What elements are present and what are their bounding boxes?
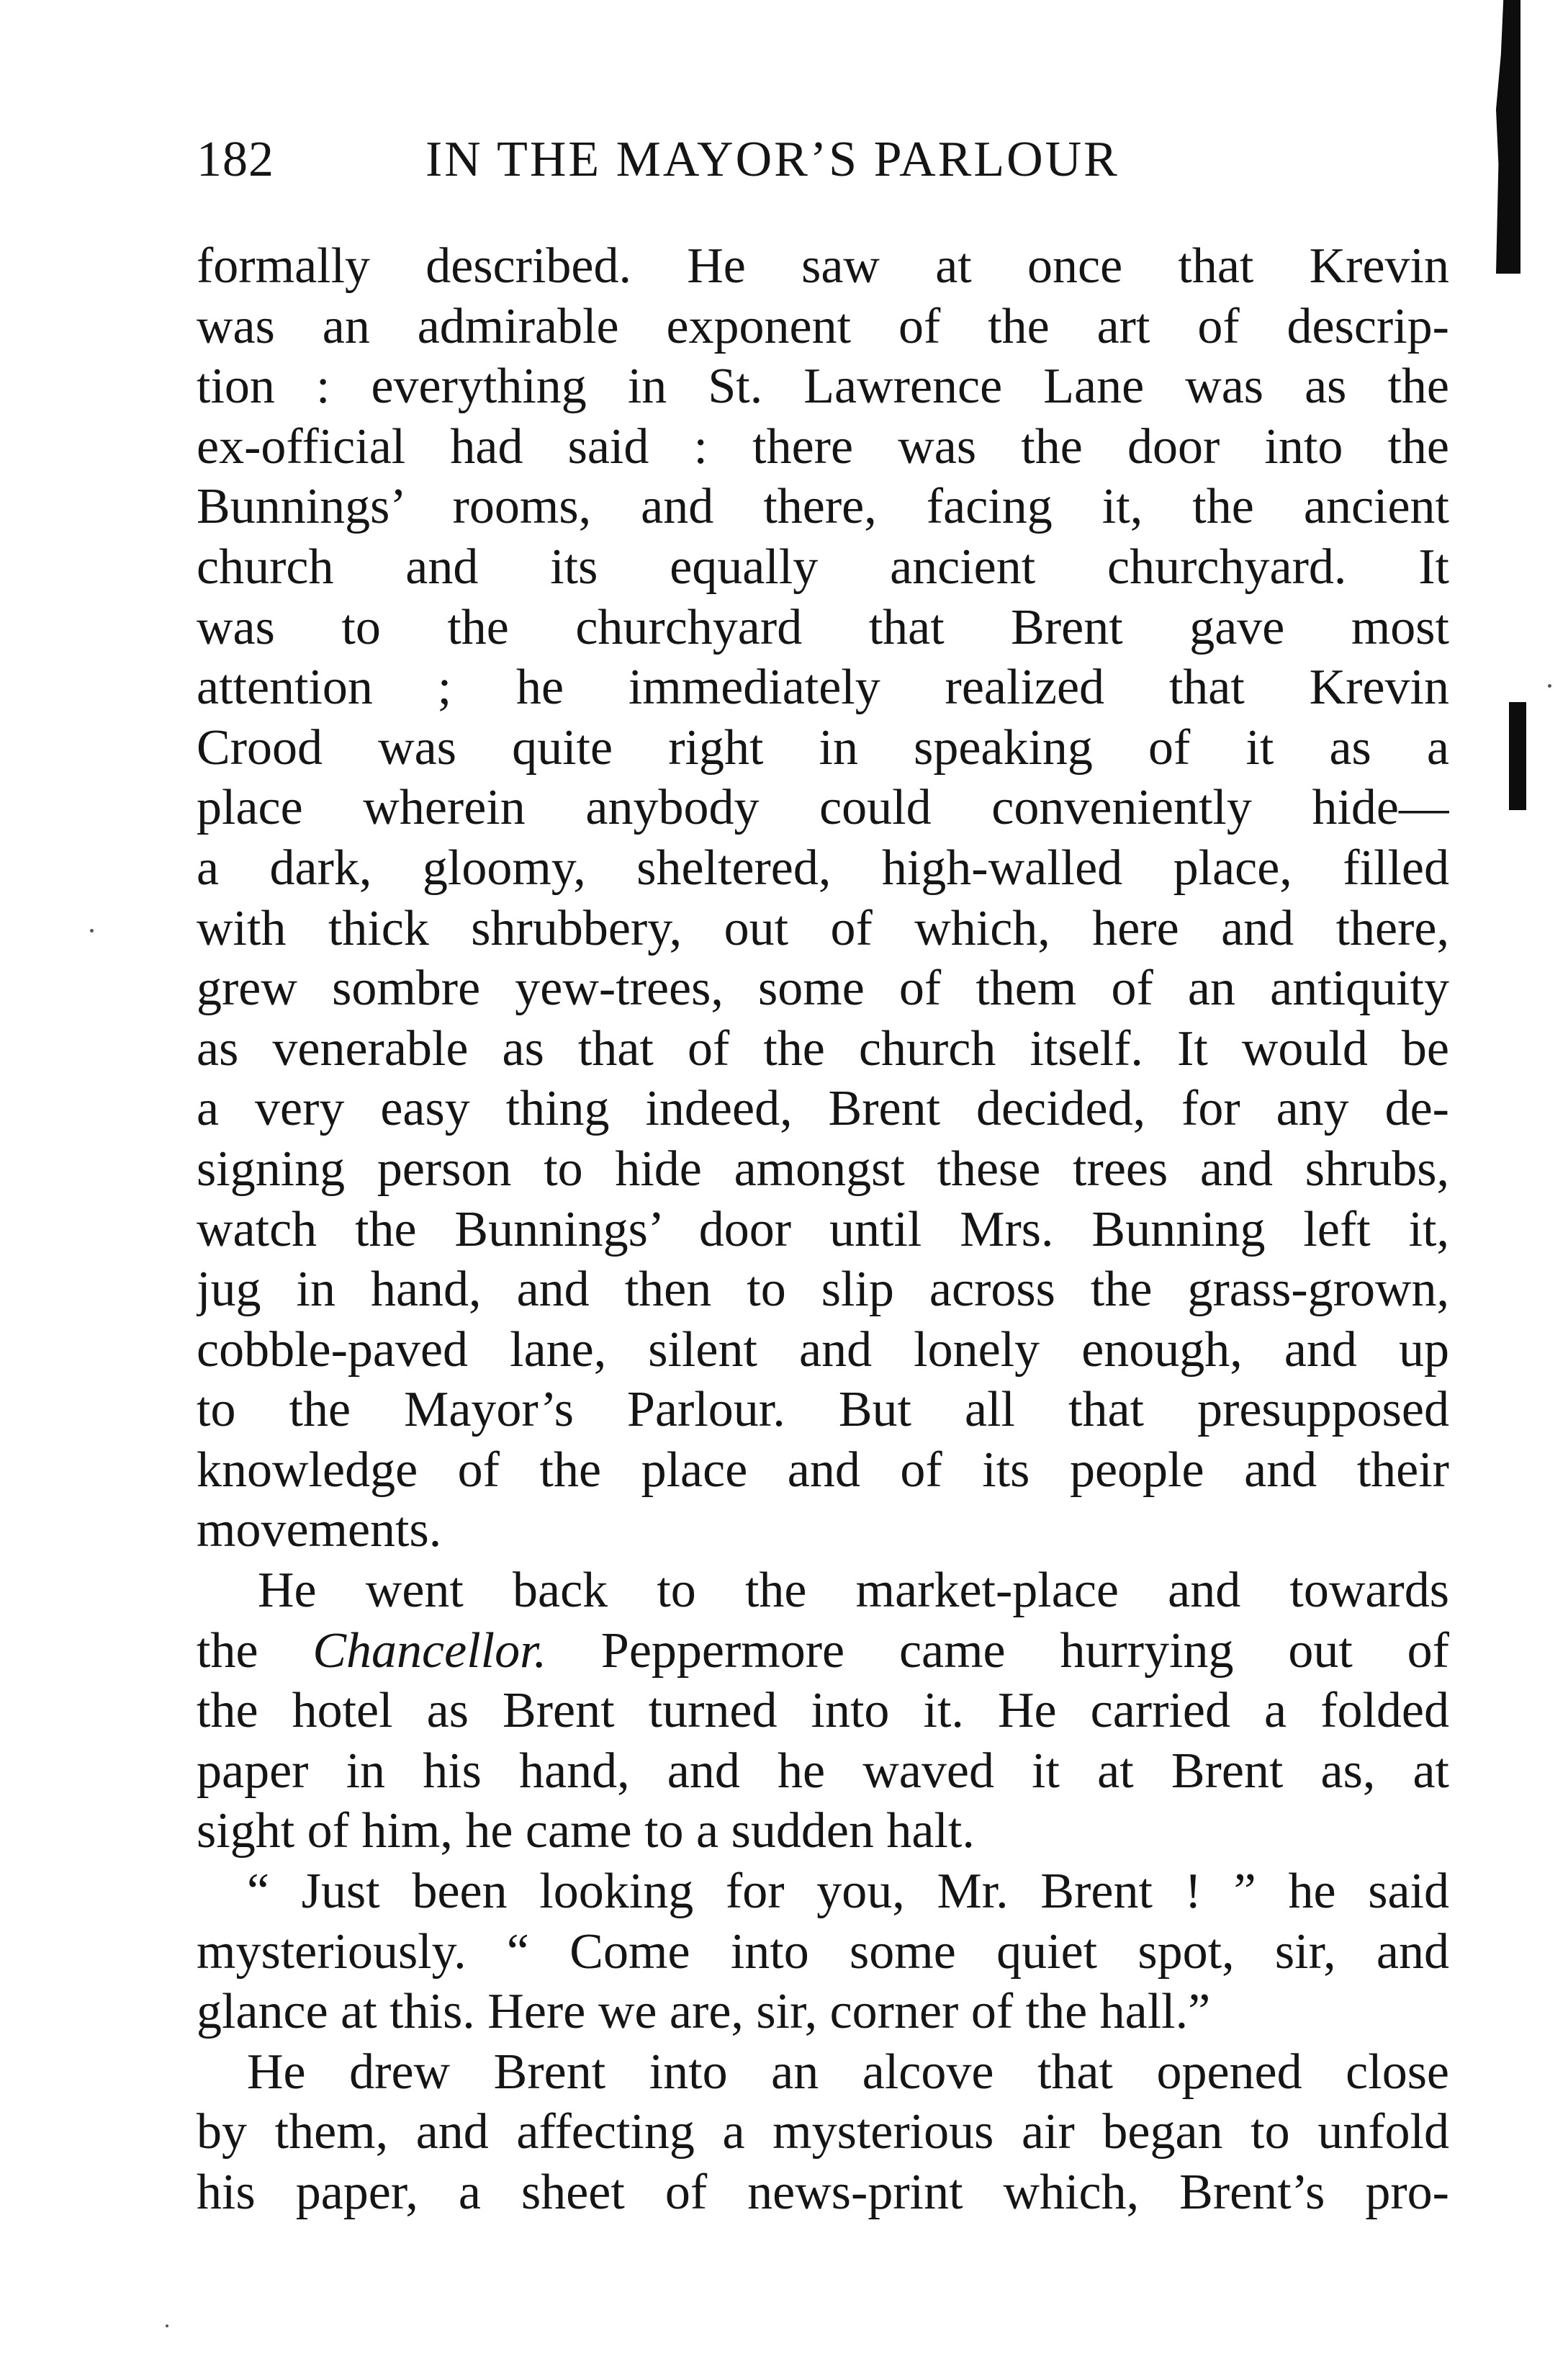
text-line: his paper, a sheet of news-print which, Brent’s pro- <box>197 2165 1449 2220</box>
text-line: was an admirable exponent of the art of descrip- <box>197 298 1449 354</box>
text-line: sight of him, he came to a sudden halt. <box>197 1803 975 1859</box>
text-line: with thick shrubbery, out of which, here and there, <box>197 900 1449 956</box>
text-line: was to the churchyard that Brent gave most <box>197 599 1449 655</box>
text-line: paper in his hand, and he waved it at Brent as, at <box>197 1743 1449 1799</box>
text-fragment: the <box>197 1622 313 1679</box>
text-line: by them, and affecting a mysterious air began to unfold <box>197 2104 1449 2160</box>
text-fragment: Peppermore came hurrying out of <box>546 1622 1449 1679</box>
text-line: movements. <box>197 1502 442 1558</box>
text-line: formally described. He saw at once that Krevin <box>197 238 1449 294</box>
text-line: cobble-paved lane, silent and lonely enough, and up <box>197 1321 1449 1378</box>
text-line: attention ; he immediately realized that Krevin <box>197 660 1449 716</box>
text-line: glance at this. Here we are, sir, corner of the hall.” <box>197 1984 1211 2040</box>
scan-edge-mark-middle <box>1509 702 1526 810</box>
text-line: place wherein anybody could conveniently hide— <box>197 780 1449 836</box>
text-line: a very easy thing indeed, Brent decided, for any de- <box>197 1081 1449 1137</box>
text-line: “ Just been looking for you, Mr. Brent ! ” he said <box>247 1864 1449 1920</box>
text-line: church and its equally ancient churchyard. It <box>197 539 1449 595</box>
scan-speck <box>1548 684 1551 688</box>
hotel-name: Chancellor. <box>312 1622 547 1679</box>
text-line: signing person to hide amongst these trees and shrubs, <box>197 1141 1449 1197</box>
text-line <box>197 1621 1449 1681</box>
text-line: He went back to the market-place and towards <box>258 1563 1449 1619</box>
text-line: as venerable as that of the church itself. It would be <box>197 1020 1449 1077</box>
text-line: Bunnings’ rooms, and there, facing it, the ancient <box>197 479 1449 535</box>
page-number: 182 <box>197 132 274 187</box>
text-line: a dark, gloomy, sheltered, high-walled place, filled <box>197 840 1449 896</box>
text-line: mysteriously. “ Come into some quiet spot, sir, and <box>197 1923 1449 1980</box>
text-line: Crood was quite right in speaking of it as a <box>197 719 1449 776</box>
page-header <box>197 124 1449 196</box>
running-title: IN THE MAYOR’S PARLOUR <box>425 132 1119 187</box>
scan-speck <box>90 929 94 933</box>
text-line: He drew Brent into an alcove that opened close <box>247 2044 1449 2100</box>
text-line: tion : everything in St. Lawrence Lane was as the <box>197 359 1449 415</box>
body-text <box>197 236 1449 2223</box>
text-line: jug in hand, and then to slip across the grass-grown, <box>197 1262 1449 1318</box>
text-line: ex-official had said : there was the door into the <box>197 418 1449 475</box>
text-line: grew sombre yew-trees, some of them of an antiquity <box>197 961 1449 1017</box>
text-line: watch the Bunnings’ door until Mrs. Bunning left it, <box>197 1201 1449 1257</box>
scan-speck <box>166 2324 168 2327</box>
text-line: the hotel as Brent turned into it. He carried a folded <box>197 1683 1449 1739</box>
text-line: knowledge of the place and of its people and their <box>197 1442 1449 1498</box>
text-line: to the Mayor’s Parlour. But all that presupposed <box>197 1382 1449 1438</box>
scan-edge-mark-top <box>1496 0 1520 274</box>
